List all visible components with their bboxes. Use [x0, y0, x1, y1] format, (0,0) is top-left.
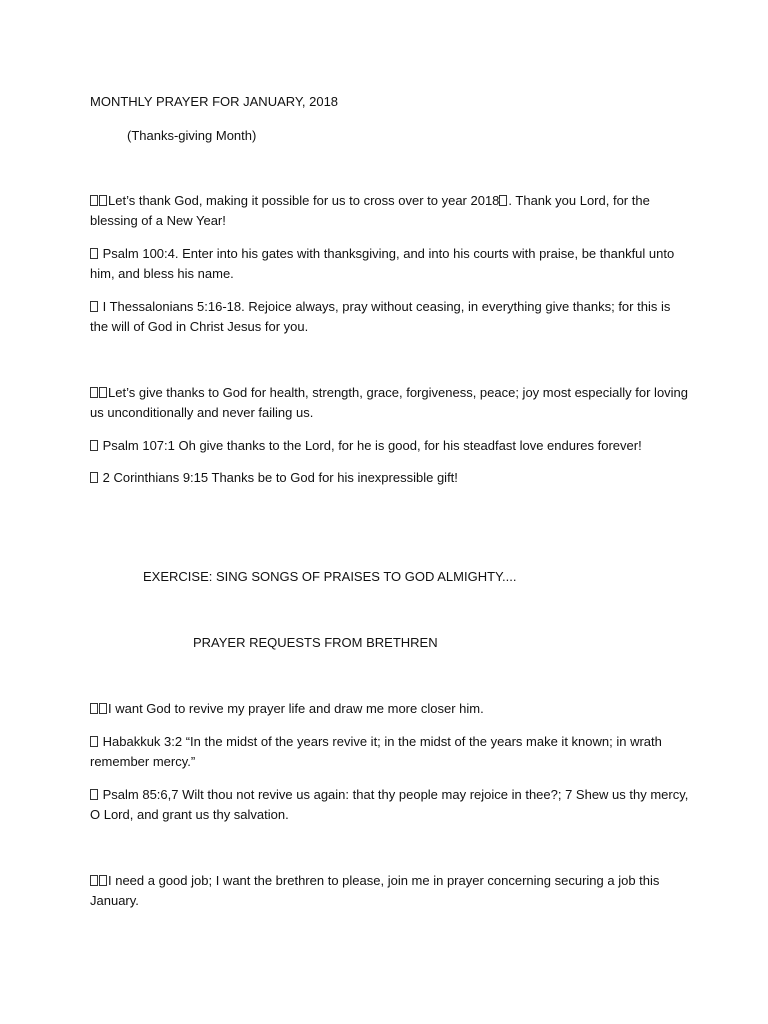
paragraph-text: 2 Corinthians 9:15 Thanks be to God for his inexpressible gift!	[99, 470, 458, 485]
paragraph-psalm-100	[90, 244, 690, 284]
missing-glyph-icon	[90, 301, 98, 312]
paragraph-text: I need a good job; I want the brethren to please, join me in prayer concerning securing a job this January.	[90, 873, 660, 908]
paragraph-psalm-85	[90, 785, 690, 825]
missing-glyph-icon	[90, 248, 98, 259]
paragraph-good-job	[90, 871, 690, 911]
prayer-requests-heading: PRAYER REQUESTS FROM BRETHREN	[193, 635, 438, 650]
missing-glyph-icon	[99, 387, 107, 398]
missing-glyph-icon	[90, 789, 98, 800]
missing-glyph-icon	[99, 875, 107, 886]
missing-glyph-icon	[90, 703, 98, 714]
paragraph-text: I want God to revive my prayer life and draw me more closer him.	[108, 701, 484, 716]
document-title: MONTHLY PRAYER FOR JANUARY, 2018	[90, 94, 339, 109]
paragraph-psalm-107	[90, 436, 690, 456]
paragraph-revive-prayer-life	[90, 699, 690, 719]
missing-glyph-icon	[99, 703, 107, 714]
paragraph-give-thanks	[90, 383, 690, 423]
paragraph-text: Psalm 107:1 Oh give thanks to the Lord, for he is good, for his steadfast love endures forever!	[99, 438, 642, 453]
paragraph-text: Let’s thank God, making it possible for us to cross over to year 2018	[108, 193, 500, 208]
paragraph-text: Psalm 100:4. Enter into his gates with thanksgiving, and into his courts with praise, be thankful unto him, and bless his name.	[90, 246, 675, 281]
paragraph-text: Psalm 85:6,7 Wilt thou not revive us again: that thy people may rejoice in thee?; 7 Shew us thy mercy, O Lord, and grant us thy salvation.	[90, 787, 689, 822]
exercise-heading: EXERCISE: SING SONGS OF PRAISES TO GOD ALMIGHTY....	[143, 569, 517, 584]
paragraph-thanks-new-year	[90, 191, 690, 231]
missing-glyph-icon	[90, 736, 98, 747]
missing-glyph-icon	[99, 195, 107, 206]
document-subtitle: (Thanks-giving Month)	[127, 128, 257, 143]
missing-glyph-icon	[90, 195, 98, 206]
paragraph-text: . Thank you Lord, for the blessing of a New Year!	[90, 193, 650, 228]
paragraph-text: Habakkuk 3:2 “In the midst of the years revive it; in the midst of the years make it known; in wrath remember mercy.”	[90, 734, 662, 769]
missing-glyph-icon	[90, 875, 98, 886]
missing-glyph-icon	[90, 472, 98, 483]
missing-glyph-icon	[90, 387, 98, 398]
paragraph-text: Let’s give thanks to God for health, strength, grace, forgiveness, peace; joy most especially for loving us unconditionally and never failing us.	[90, 385, 689, 420]
paragraph-text: I Thessalonians 5:16-18. Rejoice always, pray without ceasing, in everything give thanks; for this is the will of God in Christ Jesus for you.	[90, 299, 671, 334]
missing-glyph-icon	[90, 440, 98, 451]
paragraph-habakkuk	[90, 732, 690, 772]
missing-glyph-icon	[499, 195, 507, 206]
paragraph-corinthians	[90, 468, 690, 488]
paragraph-thessalonians	[90, 297, 690, 337]
